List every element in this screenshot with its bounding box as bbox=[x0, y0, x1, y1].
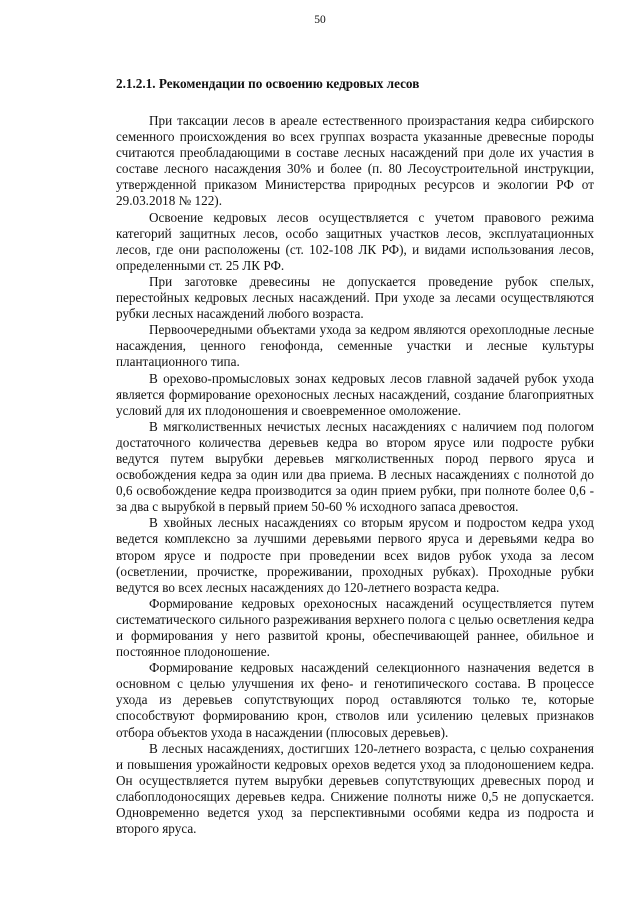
paragraph-conifer-stands: В хвойных лесных насаждениях со вторым ярусом и подростом кедра уход ведется комплексно за лучшими деревьями первого яруса и деревьями кедра во втором ярусе и подросте при проведении всех видов рубок ухода за лесом (осветлении, прочистке, прореживании, проходных рубках). Проходные рубки ведутся во всех лесных насаждениях до 120-летнего возраста кедра. bbox=[116, 515, 594, 595]
paragraph-harvesting: При заготовке древесины не допускается проведение рубок спелых, перестойных кедровых лесных насаждений. При уходе за лесами осуществляются рубки лесных насаждений любого возраста. bbox=[116, 273, 594, 322]
document-body bbox=[116, 75, 594, 837]
page-number: 50 bbox=[314, 14, 326, 26]
paragraph-mature-stands: В лесных насаждениях, достигших 120-летнего возраста, с целью сохранения и повышения урожайности кедровых орехов ведется уход за плодоношением кедра. Он осуществляется путем вырубки деревьев сопутствующих древесных пород и слабоплодоносящих деревьев кедра. Снижение полноты ниже 0,5 не допускается. Одновременно ведется уход за перспективными особями кедра из подроста и второго яруса. bbox=[116, 740, 594, 837]
paragraph-priority-objects: Первоочередными объектами ухода за кедром являются орехоплодные лесные насаждения, ценного генофонда, семенные участки и лесные культуры плантационного типа. bbox=[116, 322, 594, 370]
paragraph-development: Освоение кедровых лесов осуществляется с учетом правового режима категорий защитных лесов, особо защитных участков лесов, эксплуатационных лесов, где они расположены (ст. 102-108 ЛК РФ), и видами использования лесов, определенными ст. 25 ЛК РФ. bbox=[116, 209, 594, 273]
paragraph-selection-stands: Формирование кедровых насаждений селекционного назначения ведется в основном с целью улучшения их фено- и генотипического состава. В процессе ухода из деревьев сопутствующих пород оставляются только те, которые способствуют формированию крон, стволов или усилению целевых признаков отбора объектов ухода в насаждении (плюсовых деревьев). bbox=[116, 660, 594, 740]
paragraph-softwood-stands: В мягколиственных нечистых лесных насаждениях с наличием под пологом достаточного количества деревьев кедра во втором ярусе или подросте рубки ведутся путем вырубки деревьев мягколиственных пород первого яруса и освобождения кедра за один или два приема. В лесных насаждениях с полнотой до 0,6 освобождение кедра производится за один прием рубки, при полноте более 0,6 - за два с вырубкой в первый прием 50-60 % исходного запаса древостоя. bbox=[116, 418, 594, 515]
section-heading: 2.1.2.1. Рекомендации по освоению кедровых лесов bbox=[116, 76, 420, 91]
paragraph-nut-zones: В орехово-промысловых зонах кедровых лесов главной задачей рубок ухода является формирование орехоносных лесных насаждений, создание благоприятных условий для их плодоношения и своевременное омоложение. bbox=[116, 370, 594, 418]
paragraph-taxation: При таксации лесов в ареале естественного произрастания кедра сибирского семенного происхождения во всех группах возраста указанные древесные породы считаются преобладающими в составе лесных насаждений при доле их участия в составе лесного насаждения 30% и более (п. 80 Лесоустроительной инструкции, утвержденной приказом Министерства природных ресурсов и экологии РФ от 29.03.2018 № 122). bbox=[116, 113, 594, 209]
paragraph-nut-bearing-formation: Формирование кедровых орехоносных насаждений осуществляется путем систематического сильного разреживания верхнего полога с целью осветления кедра и формирования у него развитой кроны, обеспечивающей раннее, обильное и постоянное плодоношение. bbox=[116, 595, 594, 660]
